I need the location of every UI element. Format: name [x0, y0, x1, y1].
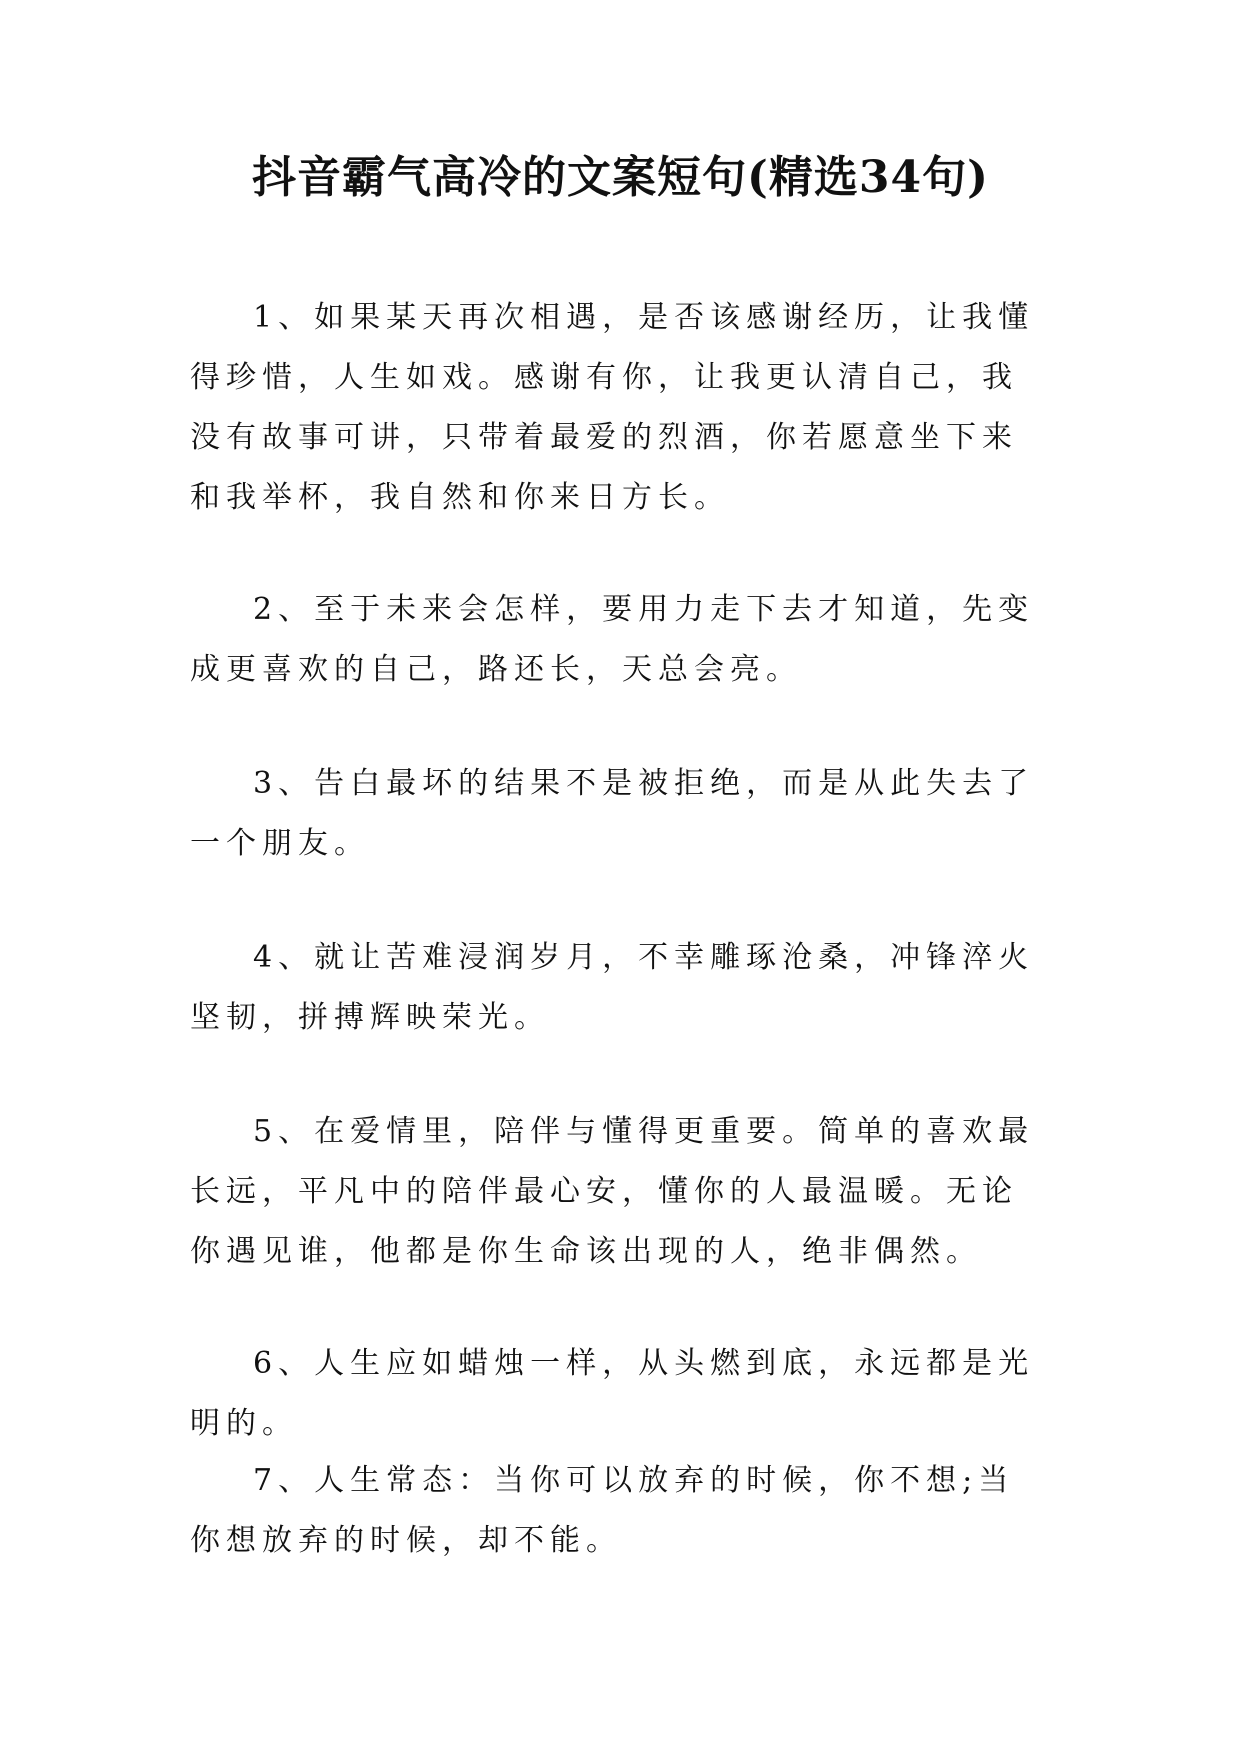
- document-title: 抖音霸气高冷的文案短句(精选34句): [252, 152, 989, 203]
- paragraph-7: 7、人生常态：当你可以放弃的时候，你不想;当你想放弃的时候，却不能。: [190, 1463, 1015, 1558]
- paragraph-6: 6、人生应如蜡烛一样，从头燃到底，永远都是光明的。: [190, 1346, 1035, 1441]
- paragraph-1: 1、如果某天再次相遇，是否该感谢经历，让我懂得珍惜，人生如戏。感谢有你，让我更认清自己，我没有故事可讲，只带着最爱的烈酒，你若愿意坐下来和我举杯，我自然和你来日方长。: [190, 300, 1035, 515]
- paragraph-3: 3、告白最坏的结果不是被拒绝，而是从此失去了一个朋友。: [190, 766, 1035, 861]
- paragraph-5: 5、在爱情里，陪伴与懂得更重要。简单的喜欢最长远，平凡中的陪伴最心安，懂你的人最温暖。无论你遇见谁，他都是你生命该出现的人，绝非偶然。: [190, 1114, 1035, 1269]
- paragraph-2: 2、至于未来会怎样，要用力走下去才知道，先变成更喜欢的自己，路还长，天总会亮。: [190, 592, 1035, 687]
- paragraph-4: 4、就让苦难浸润岁月，不幸雕琢沧桑，冲锋淬火坚韧，拼搏辉映荣光。: [190, 940, 1035, 1035]
